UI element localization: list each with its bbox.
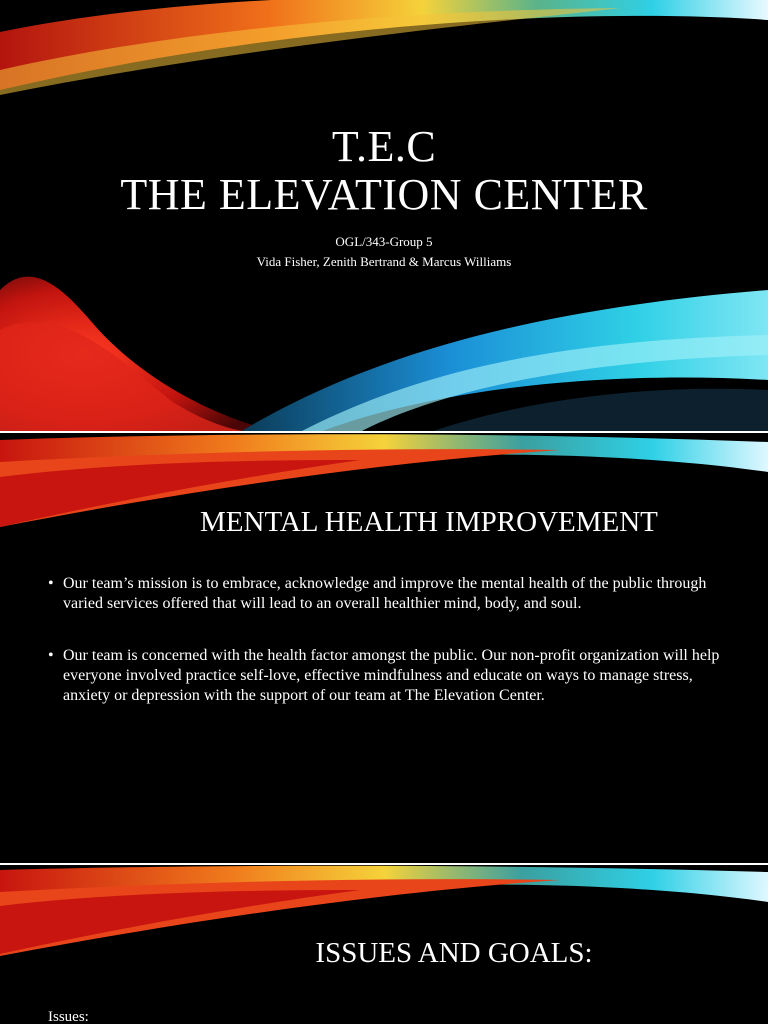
issues-slide — [0, 864, 768, 1024]
issues-label: Issues: — [48, 1009, 89, 1024]
list-item — [48, 574, 728, 614]
slide-divider — [0, 431, 768, 433]
bullet-text: Our team’s mission is to embrace, acknowledge and improve the mental health of the public through varied services offered that will lead to an overall healthier mind, body, and soul. — [63, 575, 707, 612]
bullet-icon: • — [48, 575, 54, 592]
presentation-subtitle — [0, 232, 768, 272]
list-item — [48, 646, 728, 706]
title-line-acronym: T.E.C — [331, 122, 437, 171]
slide-divider — [0, 863, 768, 865]
mission-slide — [0, 432, 768, 864]
course-label: OGL/343-Group 5 — [335, 234, 433, 249]
bullet-text: Our team is concerned with the health factor amongst the public. Our non-profit organization will help everyone involved practice self-love, effective mindfulness and educate on ways to manage stress, anxiety or depression with the support of our team at The Elevation Center. — [63, 647, 720, 704]
presentation-title — [0, 123, 768, 219]
title-slide — [0, 0, 768, 432]
bullet-icon: • — [48, 647, 54, 664]
title-line-name: THE ELEVATION CENTER — [120, 170, 648, 219]
bullet-list — [48, 574, 728, 738]
slide-title: ISSUES AND GOALS: — [315, 937, 593, 969]
authors-label: Vida Fisher, Zenith Bertrand & Marcus Williams — [256, 254, 512, 269]
slide-title: MENTAL HEALTH IMPROVEMENT — [200, 506, 658, 538]
